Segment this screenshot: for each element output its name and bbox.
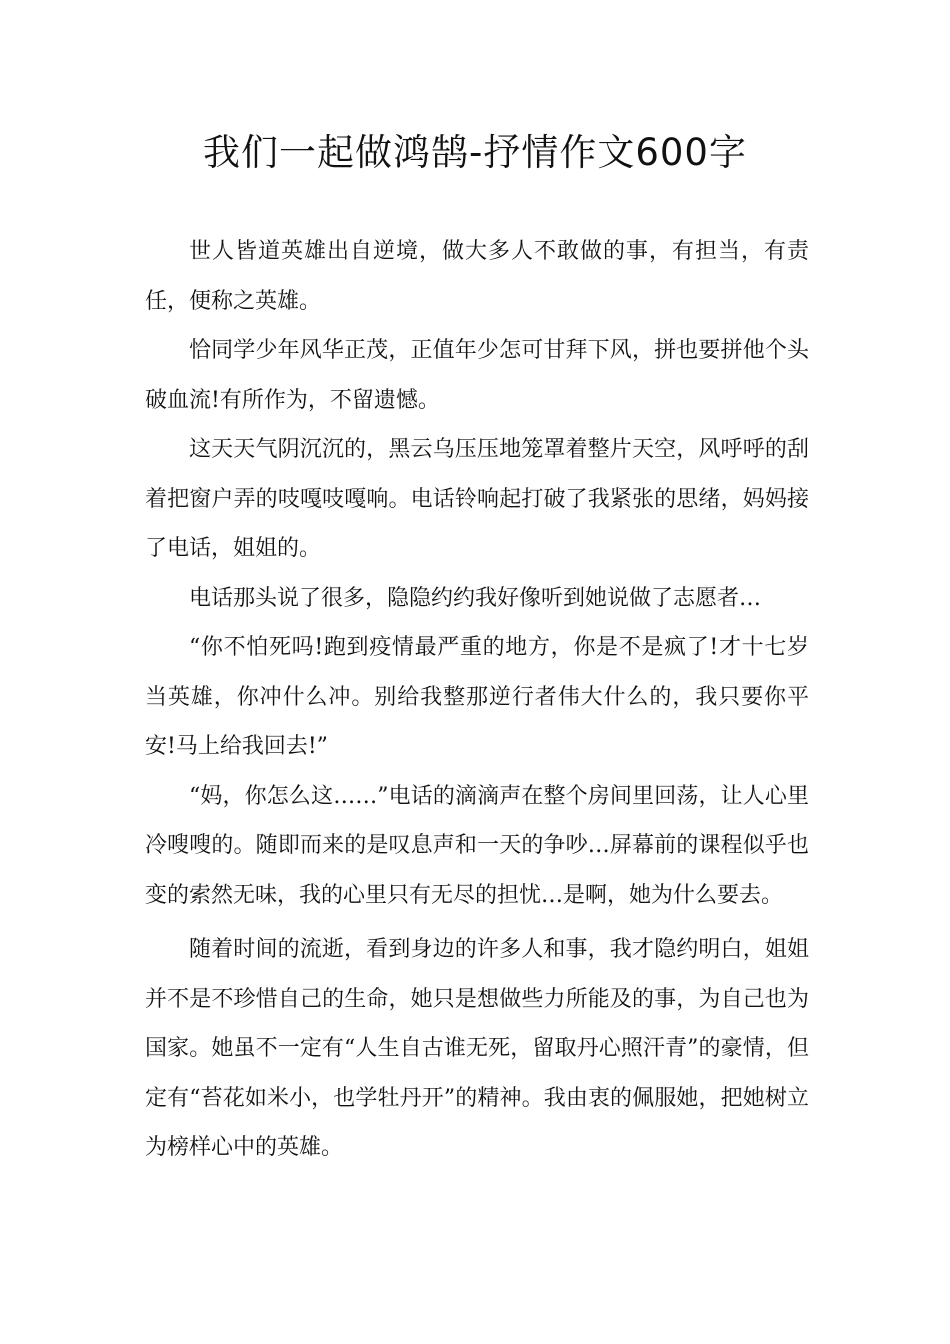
document-title: 我们一起做鸿鹄-抒情作文600字 [203, 131, 747, 174]
paragraph-7: 随着时间的流逝，看到身边的许多人和事，我才隐约明白，姐姐并不是不珍惜自己的生命，她只是想做些力所能及的事，为自己也为国家。她虽不一定有“人生自古谁无死，留取丹心照汗青”的豪情，但定有“苔花如米小，也学牡丹开”的精神。我由衷的佩服她，把她树立为榜样心中的英雄。 [145, 937, 809, 1160]
paragraph-4: 电话那头说了很多，隐隐约约我好像听到她说做了志愿者… [189, 585, 762, 611]
paragraph-1: 世人皆道英雄出自逆境，做大多人不敢做的事，有担当，有责任，便称之英雄。 [145, 239, 809, 314]
paragraph-6: “妈，你怎么这……”电话的滴滴声在整个房间里回荡，让人心里冷嗖嗖的。随即而来的是叹息声和一天的争吵…屏幕前的课程似乎也变的索然无味，我的心里只有无尽的担忧…是啊，她为什么要去。 [145, 783, 809, 908]
paragraph-5: “你不怕死吗!跑到疫情最严重的地方，你是不是疯了!才十七岁当英雄，你冲什么冲。别给我整那逆行者伟大什么的，我只要你平安!马上给我回去!” [145, 635, 809, 759]
paragraph-3: 这天天气阴沉沉的，黑云乌压压地笼罩着整片天空，风呼呼的刮着把窗户弄的吱嘎吱嘎响。电话铃响起打破了我紧张的思绪，妈妈接了电话，姐姐的。 [145, 437, 809, 561]
paragraph-2: 恰同学少年风华正茂，正值年少怎可甘拜下风，拼也要拼他个头破血流!有所作为，不留遗憾。 [145, 338, 809, 413]
document-body [145, 227, 809, 1173]
